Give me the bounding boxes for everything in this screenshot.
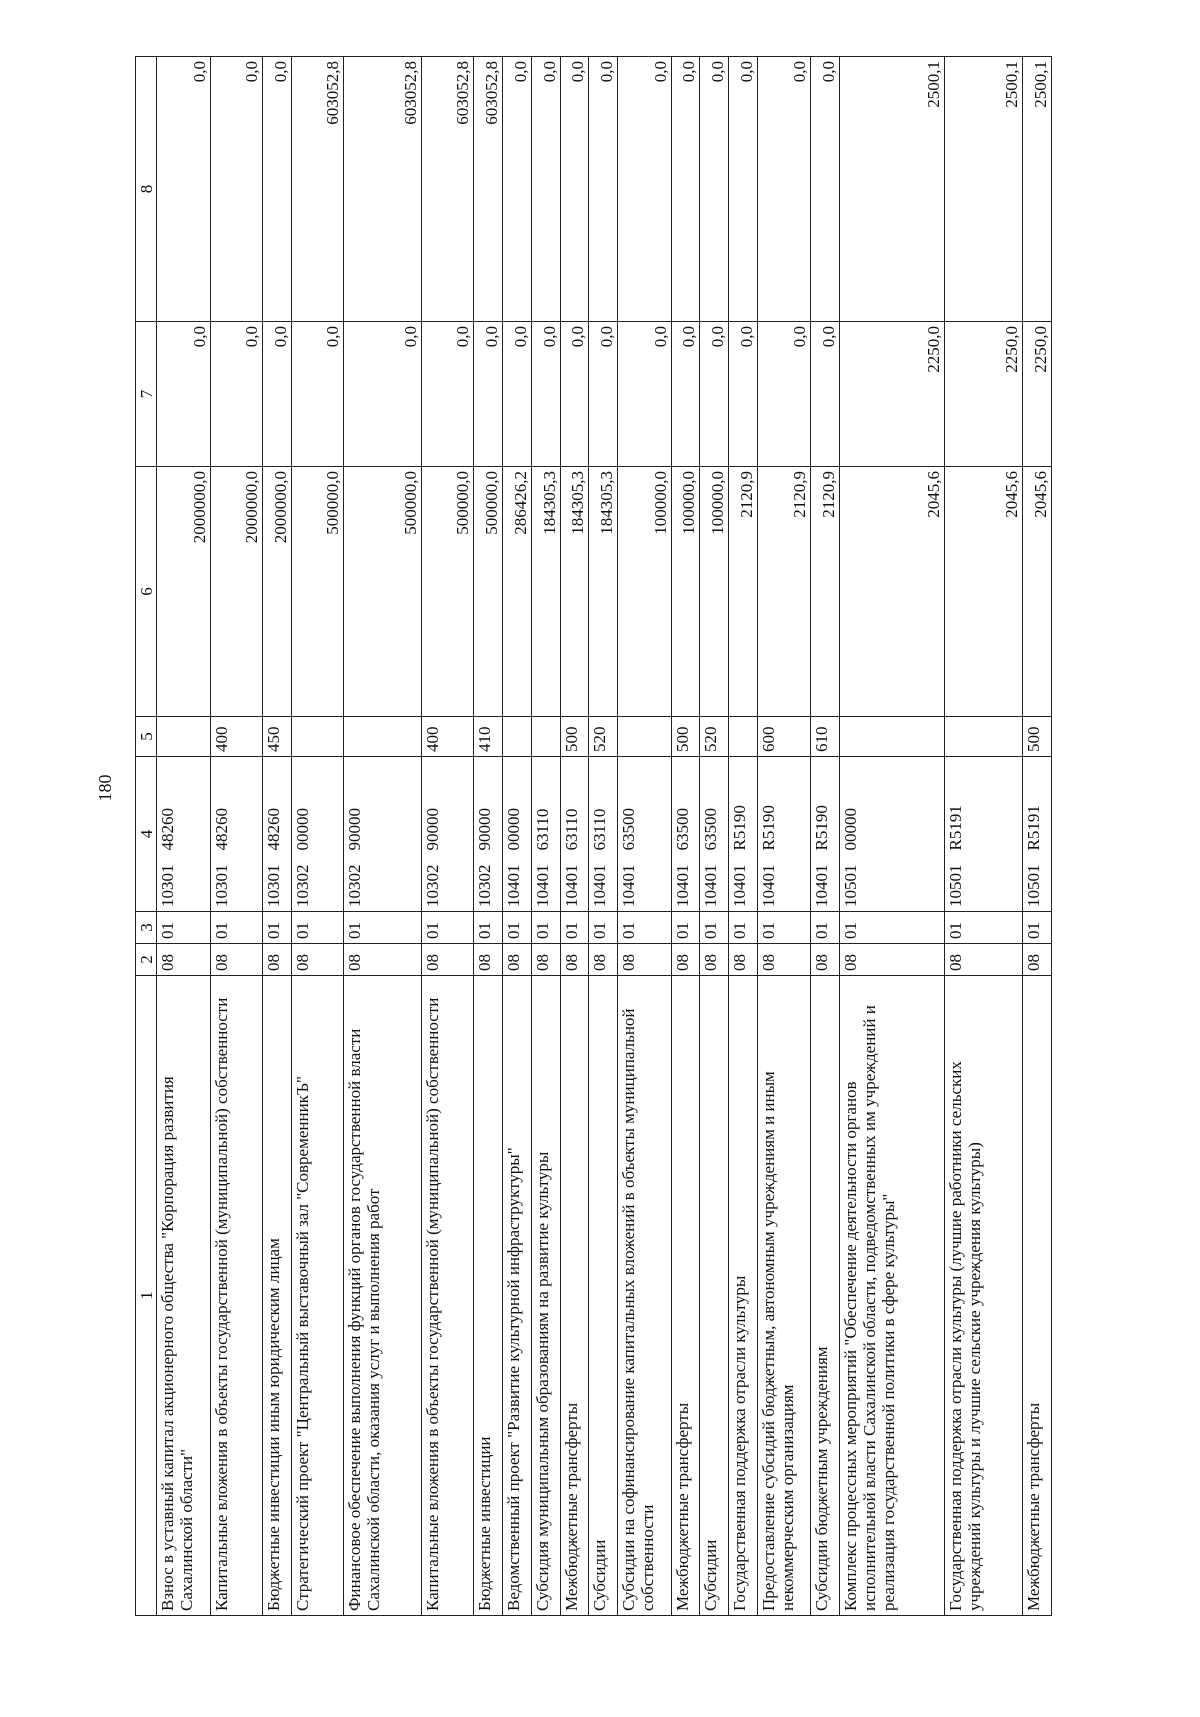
cell-name: Ведомственный проект "Развитие культурной инфраструктуры" (503, 976, 532, 1616)
target-article-direction: R5190 (730, 805, 750, 851)
cell-name: Финансовое обеспечение выполнения функций органов государственной власти Сахалинской области, оказания услуг и выполнения работ (343, 976, 421, 1616)
cell-amount-col8: 0,0 (503, 57, 532, 322)
target-article-program: 10301 (263, 864, 283, 907)
cell-amount-col7: 0,0 (700, 322, 729, 467)
target-article-direction: 63500 (701, 808, 721, 851)
cell-expense-type (944, 717, 1022, 757)
cell-subsection: 01 (262, 912, 291, 944)
cell-section: 08 (262, 944, 291, 976)
target-article-direction: 63110 (532, 808, 552, 851)
cell-target-article (729, 757, 758, 912)
cell-target-article (1023, 757, 1052, 912)
cell-target-article (531, 757, 560, 912)
cell-target-article (291, 757, 343, 912)
col-header-8: 8 (136, 57, 157, 322)
cell-amount-col7: 0,0 (618, 322, 672, 467)
cell-section: 08 (503, 944, 532, 976)
cell-section: 08 (944, 944, 1022, 976)
cell-subsection: 01 (422, 912, 474, 944)
cell-target-article (503, 757, 532, 912)
cell-amount-col6: 2120,9 (757, 467, 811, 717)
cell-name: Государственная поддержка отрасли культуры (лучшие работники сельских учреждений культуры и лучшие сельские учреждения культуры) (944, 976, 1022, 1616)
cell-section: 08 (210, 944, 262, 976)
cell-amount-col7: 2250,0 (944, 322, 1022, 467)
target-article-program: 10302 (292, 864, 312, 907)
cell-amount-col8: 0,0 (262, 57, 291, 322)
col-header-6: 6 (136, 467, 157, 717)
cell-expense-type (157, 717, 211, 757)
target-article-program: 10401 (561, 864, 581, 907)
cell-subsection: 01 (291, 912, 343, 944)
cell-target-article (560, 757, 589, 912)
cell-name: Субсидии (700, 976, 729, 1616)
cell-name: Межбюджетные трансферты (560, 976, 589, 1616)
table-row (840, 57, 945, 1616)
table-row (474, 57, 503, 1616)
target-article-direction: 00000 (292, 808, 312, 851)
cell-amount-col7: 0,0 (531, 322, 560, 467)
cell-target-article (589, 757, 618, 912)
cell-amount-col6: 2000000,0 (157, 467, 211, 717)
cell-subsection: 01 (210, 912, 262, 944)
cell-amount-col6: 500000,0 (474, 467, 503, 717)
target-article-direction: 00000 (504, 808, 524, 851)
cell-amount-col6: 286426,2 (503, 467, 532, 717)
cell-amount-col7: 0,0 (560, 322, 589, 467)
cell-amount-col8: 603052,8 (422, 57, 474, 322)
cell-target-article (210, 757, 262, 912)
col-header-3: 3 (136, 912, 157, 944)
cell-target-article (343, 757, 421, 912)
table-row (618, 57, 672, 1616)
cell-expense-type: 520 (700, 717, 729, 757)
col-header-1: 1 (136, 976, 157, 1616)
target-article-program: 10401 (532, 864, 552, 907)
cell-amount-col6: 500000,0 (291, 467, 343, 717)
cell-name: Капитальные вложения в объекты государственной (муниципальной) собственности (210, 976, 262, 1616)
target-article-program: 10301 (211, 864, 231, 907)
cell-expense-type: 500 (1023, 717, 1052, 757)
cell-subsection: 01 (343, 912, 421, 944)
cell-expense-type: 400 (210, 717, 262, 757)
budget-table (135, 56, 1052, 1616)
cell-target-article (757, 757, 811, 912)
cell-section: 08 (589, 944, 618, 976)
cell-target-article (157, 757, 211, 912)
cell-target-article (618, 757, 672, 912)
target-article-program: 10302 (475, 864, 495, 907)
target-article-direction: 00000 (841, 808, 861, 851)
cell-amount-col8: 0,0 (531, 57, 560, 322)
cell-amount-col6: 2000000,0 (210, 467, 262, 717)
table-row (560, 57, 589, 1616)
target-article-direction: R5190 (812, 805, 832, 851)
cell-name: Государственная поддержка отрасли культуры (729, 976, 758, 1616)
cell-name: Межбюджетные трансферты (1023, 976, 1052, 1616)
col-header-2: 2 (136, 944, 157, 976)
cell-amount-col7: 2250,0 (1023, 322, 1052, 467)
target-article-program: 10401 (758, 864, 778, 907)
table-row (671, 57, 700, 1616)
cell-amount-col7: 0,0 (729, 322, 758, 467)
cell-amount-col7: 0,0 (157, 322, 211, 467)
header-row (136, 57, 157, 1616)
cell-amount-col7: 0,0 (811, 322, 840, 467)
cell-amount-col6: 100000,0 (671, 467, 700, 717)
target-article-direction: 48260 (211, 808, 231, 851)
cell-amount-col6: 500000,0 (422, 467, 474, 717)
cell-expense-type: 500 (671, 717, 700, 757)
cell-amount-col6: 100000,0 (618, 467, 672, 717)
target-article-program: 10501 (841, 864, 861, 907)
cell-amount-col8: 2500,1 (840, 57, 945, 322)
cell-expense-type: 600 (757, 717, 811, 757)
cell-name: Капитальные вложения в объекты государственной (муниципальной) собственности (422, 976, 474, 1616)
cell-amount-col8: 0,0 (618, 57, 672, 322)
cell-amount-col8: 0,0 (671, 57, 700, 322)
cell-amount-col6: 2045,6 (1023, 467, 1052, 717)
cell-amount-col8: 0,0 (811, 57, 840, 322)
cell-expense-type (291, 717, 343, 757)
budget-table-container (135, 57, 1052, 1616)
cell-amount-col6: 2120,9 (729, 467, 758, 717)
cell-name: Субсидия муниципальным образованиям на развитие культуры (531, 976, 560, 1616)
cell-section: 08 (700, 944, 729, 976)
cell-expense-type: 410 (474, 717, 503, 757)
target-article-program: 10301 (158, 864, 177, 907)
table-row (262, 57, 291, 1616)
target-article-direction: 90000 (423, 808, 443, 851)
target-article-program: 10501 (945, 864, 965, 907)
cell-amount-col8: 0,0 (560, 57, 589, 322)
cell-target-article (700, 757, 729, 912)
table-row (757, 57, 811, 1616)
table-row (811, 57, 840, 1616)
target-article-program: 10401 (590, 864, 610, 907)
cell-amount-col6: 2000000,0 (262, 467, 291, 717)
cell-amount-col8: 0,0 (157, 57, 211, 322)
cell-name: Бюджетные инвестиции (474, 976, 503, 1616)
cell-amount-col8: 603052,8 (291, 57, 343, 322)
cell-section: 08 (757, 944, 811, 976)
cell-name: Субсидии бюджетным учреждениям (811, 976, 840, 1616)
target-article-program: 10401 (701, 864, 721, 907)
target-article-program: 10401 (730, 864, 750, 907)
table-row (944, 57, 1022, 1616)
cell-expense-type (531, 717, 560, 757)
cell-amount-col6: 500000,0 (343, 467, 421, 717)
cell-amount-col7: 0,0 (262, 322, 291, 467)
table-row (503, 57, 532, 1616)
cell-name: Взнос в уставный капитал акционерного общества "Корпорация развития Сахалинской области" (157, 976, 211, 1616)
cell-name: Предоставление субсидий бюджетным, автономным учреждениям и иным некоммерческим организациям (757, 976, 811, 1616)
cell-target-article (944, 757, 1022, 912)
target-article-program: 10401 (672, 864, 692, 907)
cell-amount-col8: 0,0 (757, 57, 811, 322)
cell-amount-col6: 184305,3 (560, 467, 589, 717)
cell-name: Комплекс процессных мероприятий "Обеспечение деятельности органов исполнительной власти Сахалинской области, подведомственных им учреждений и реализация государственной политики в сфере культуры" (840, 976, 945, 1616)
cell-section: 08 (840, 944, 945, 976)
table-row (729, 57, 758, 1616)
target-article-direction: 90000 (475, 808, 495, 851)
cell-amount-col7: 0,0 (474, 322, 503, 467)
cell-subsection: 01 (157, 912, 211, 944)
cell-amount-col7: 0,0 (343, 322, 421, 467)
cell-subsection: 01 (757, 912, 811, 944)
cell-amount-col8: 603052,8 (474, 57, 503, 322)
target-article-direction: R5191 (1024, 805, 1044, 851)
cell-amount-col7: 2250,0 (840, 322, 945, 467)
col-header-4: 4 (136, 757, 157, 912)
cell-subsection: 01 (1023, 912, 1052, 944)
cell-amount-col6: 184305,3 (531, 467, 560, 717)
cell-target-article (474, 757, 503, 912)
cell-amount-col8: 2500,1 (1023, 57, 1052, 322)
cell-name: Межбюджетные трансферты (671, 976, 700, 1616)
target-article-program: 10302 (344, 864, 364, 907)
cell-subsection: 01 (811, 912, 840, 944)
target-article-direction: 63110 (590, 808, 610, 851)
cell-section: 08 (291, 944, 343, 976)
target-article-program: 10401 (812, 864, 832, 907)
target-article-program: 10501 (1024, 864, 1044, 907)
table-row (157, 57, 211, 1616)
table-row (343, 57, 421, 1616)
cell-amount-col7: 0,0 (589, 322, 618, 467)
cell-section: 08 (422, 944, 474, 976)
cell-expense-type: 520 (589, 717, 618, 757)
target-article-direction: 90000 (344, 808, 364, 851)
cell-amount-col8: 0,0 (729, 57, 758, 322)
cell-expense-type (503, 717, 532, 757)
cell-amount-col7: 0,0 (757, 322, 811, 467)
cell-amount-col6: 2045,6 (944, 467, 1022, 717)
target-article-direction: 63500 (619, 808, 639, 851)
target-article-direction: 63110 (561, 808, 581, 851)
cell-section: 08 (343, 944, 421, 976)
cell-expense-type (343, 717, 421, 757)
cell-amount-col8: 0,0 (589, 57, 618, 322)
cell-subsection: 01 (531, 912, 560, 944)
target-article-program: 10401 (504, 864, 524, 907)
cell-subsection: 01 (589, 912, 618, 944)
cell-subsection: 01 (944, 912, 1022, 944)
cell-expense-type (729, 717, 758, 757)
target-article-direction: 48260 (263, 808, 283, 851)
cell-amount-col6: 2045,6 (840, 467, 945, 717)
cell-amount-col7: 0,0 (503, 322, 532, 467)
cell-section: 08 (1023, 944, 1052, 976)
table-row (531, 57, 560, 1616)
cell-amount-col6: 184305,3 (589, 467, 618, 717)
cell-amount-col7: 0,0 (291, 322, 343, 467)
cell-amount-col7: 0,0 (671, 322, 700, 467)
cell-expense-type (618, 717, 672, 757)
cell-section: 08 (157, 944, 211, 976)
target-article-direction: 63500 (672, 808, 692, 851)
table-row (422, 57, 474, 1616)
table-row (210, 57, 262, 1616)
cell-amount-col8: 0,0 (700, 57, 729, 322)
target-article-program: 10401 (619, 864, 639, 907)
page-number: 180 (95, 774, 115, 802)
cell-target-article (811, 757, 840, 912)
cell-section: 08 (729, 944, 758, 976)
cell-subsection: 01 (618, 912, 672, 944)
col-header-5: 5 (136, 717, 157, 757)
cell-target-article (840, 757, 945, 912)
table-row (1023, 57, 1052, 1616)
cell-subsection: 01 (560, 912, 589, 944)
cell-amount-col7: 0,0 (210, 322, 262, 467)
cell-name: Стратегический проект "Центральный выставочный зал "СовременникЪ" (291, 976, 343, 1616)
cell-section: 08 (560, 944, 589, 976)
cell-subsection: 01 (700, 912, 729, 944)
cell-subsection: 01 (840, 912, 945, 944)
cell-name: Субсидии на софинансирование капитальных вложений в объекты муниципальной собственности (618, 976, 672, 1616)
cell-target-article (262, 757, 291, 912)
cell-section: 08 (531, 944, 560, 976)
table-row (700, 57, 729, 1616)
cell-expense-type: 450 (262, 717, 291, 757)
cell-subsection: 01 (503, 912, 532, 944)
cell-amount-col8: 603052,8 (343, 57, 421, 322)
col-header-7: 7 (136, 322, 157, 467)
cell-section: 08 (474, 944, 503, 976)
cell-expense-type: 400 (422, 717, 474, 757)
cell-target-article (422, 757, 474, 912)
table-row (589, 57, 618, 1616)
cell-amount-col7: 0,0 (422, 322, 474, 467)
target-article-direction: 48260 (158, 808, 177, 851)
cell-expense-type: 500 (560, 717, 589, 757)
cell-amount-col6: 100000,0 (700, 467, 729, 717)
cell-section: 08 (618, 944, 672, 976)
target-article-direction: R5191 (945, 805, 965, 851)
cell-amount-col8: 0,0 (210, 57, 262, 322)
cell-subsection: 01 (474, 912, 503, 944)
cell-expense-type (840, 717, 945, 757)
cell-section: 08 (671, 944, 700, 976)
target-article-program: 10302 (423, 864, 443, 907)
cell-name: Бюджетные инвестиции иным юридическим лицам (262, 976, 291, 1616)
cell-section: 08 (811, 944, 840, 976)
cell-subsection: 01 (671, 912, 700, 944)
cell-amount-col6: 2120,9 (811, 467, 840, 717)
cell-target-article (671, 757, 700, 912)
cell-subsection: 01 (729, 912, 758, 944)
cell-expense-type: 610 (811, 717, 840, 757)
cell-amount-col8: 2500,1 (944, 57, 1022, 322)
target-article-direction: R5190 (758, 805, 778, 851)
table-row (291, 57, 343, 1616)
cell-name: Субсидии (589, 976, 618, 1616)
